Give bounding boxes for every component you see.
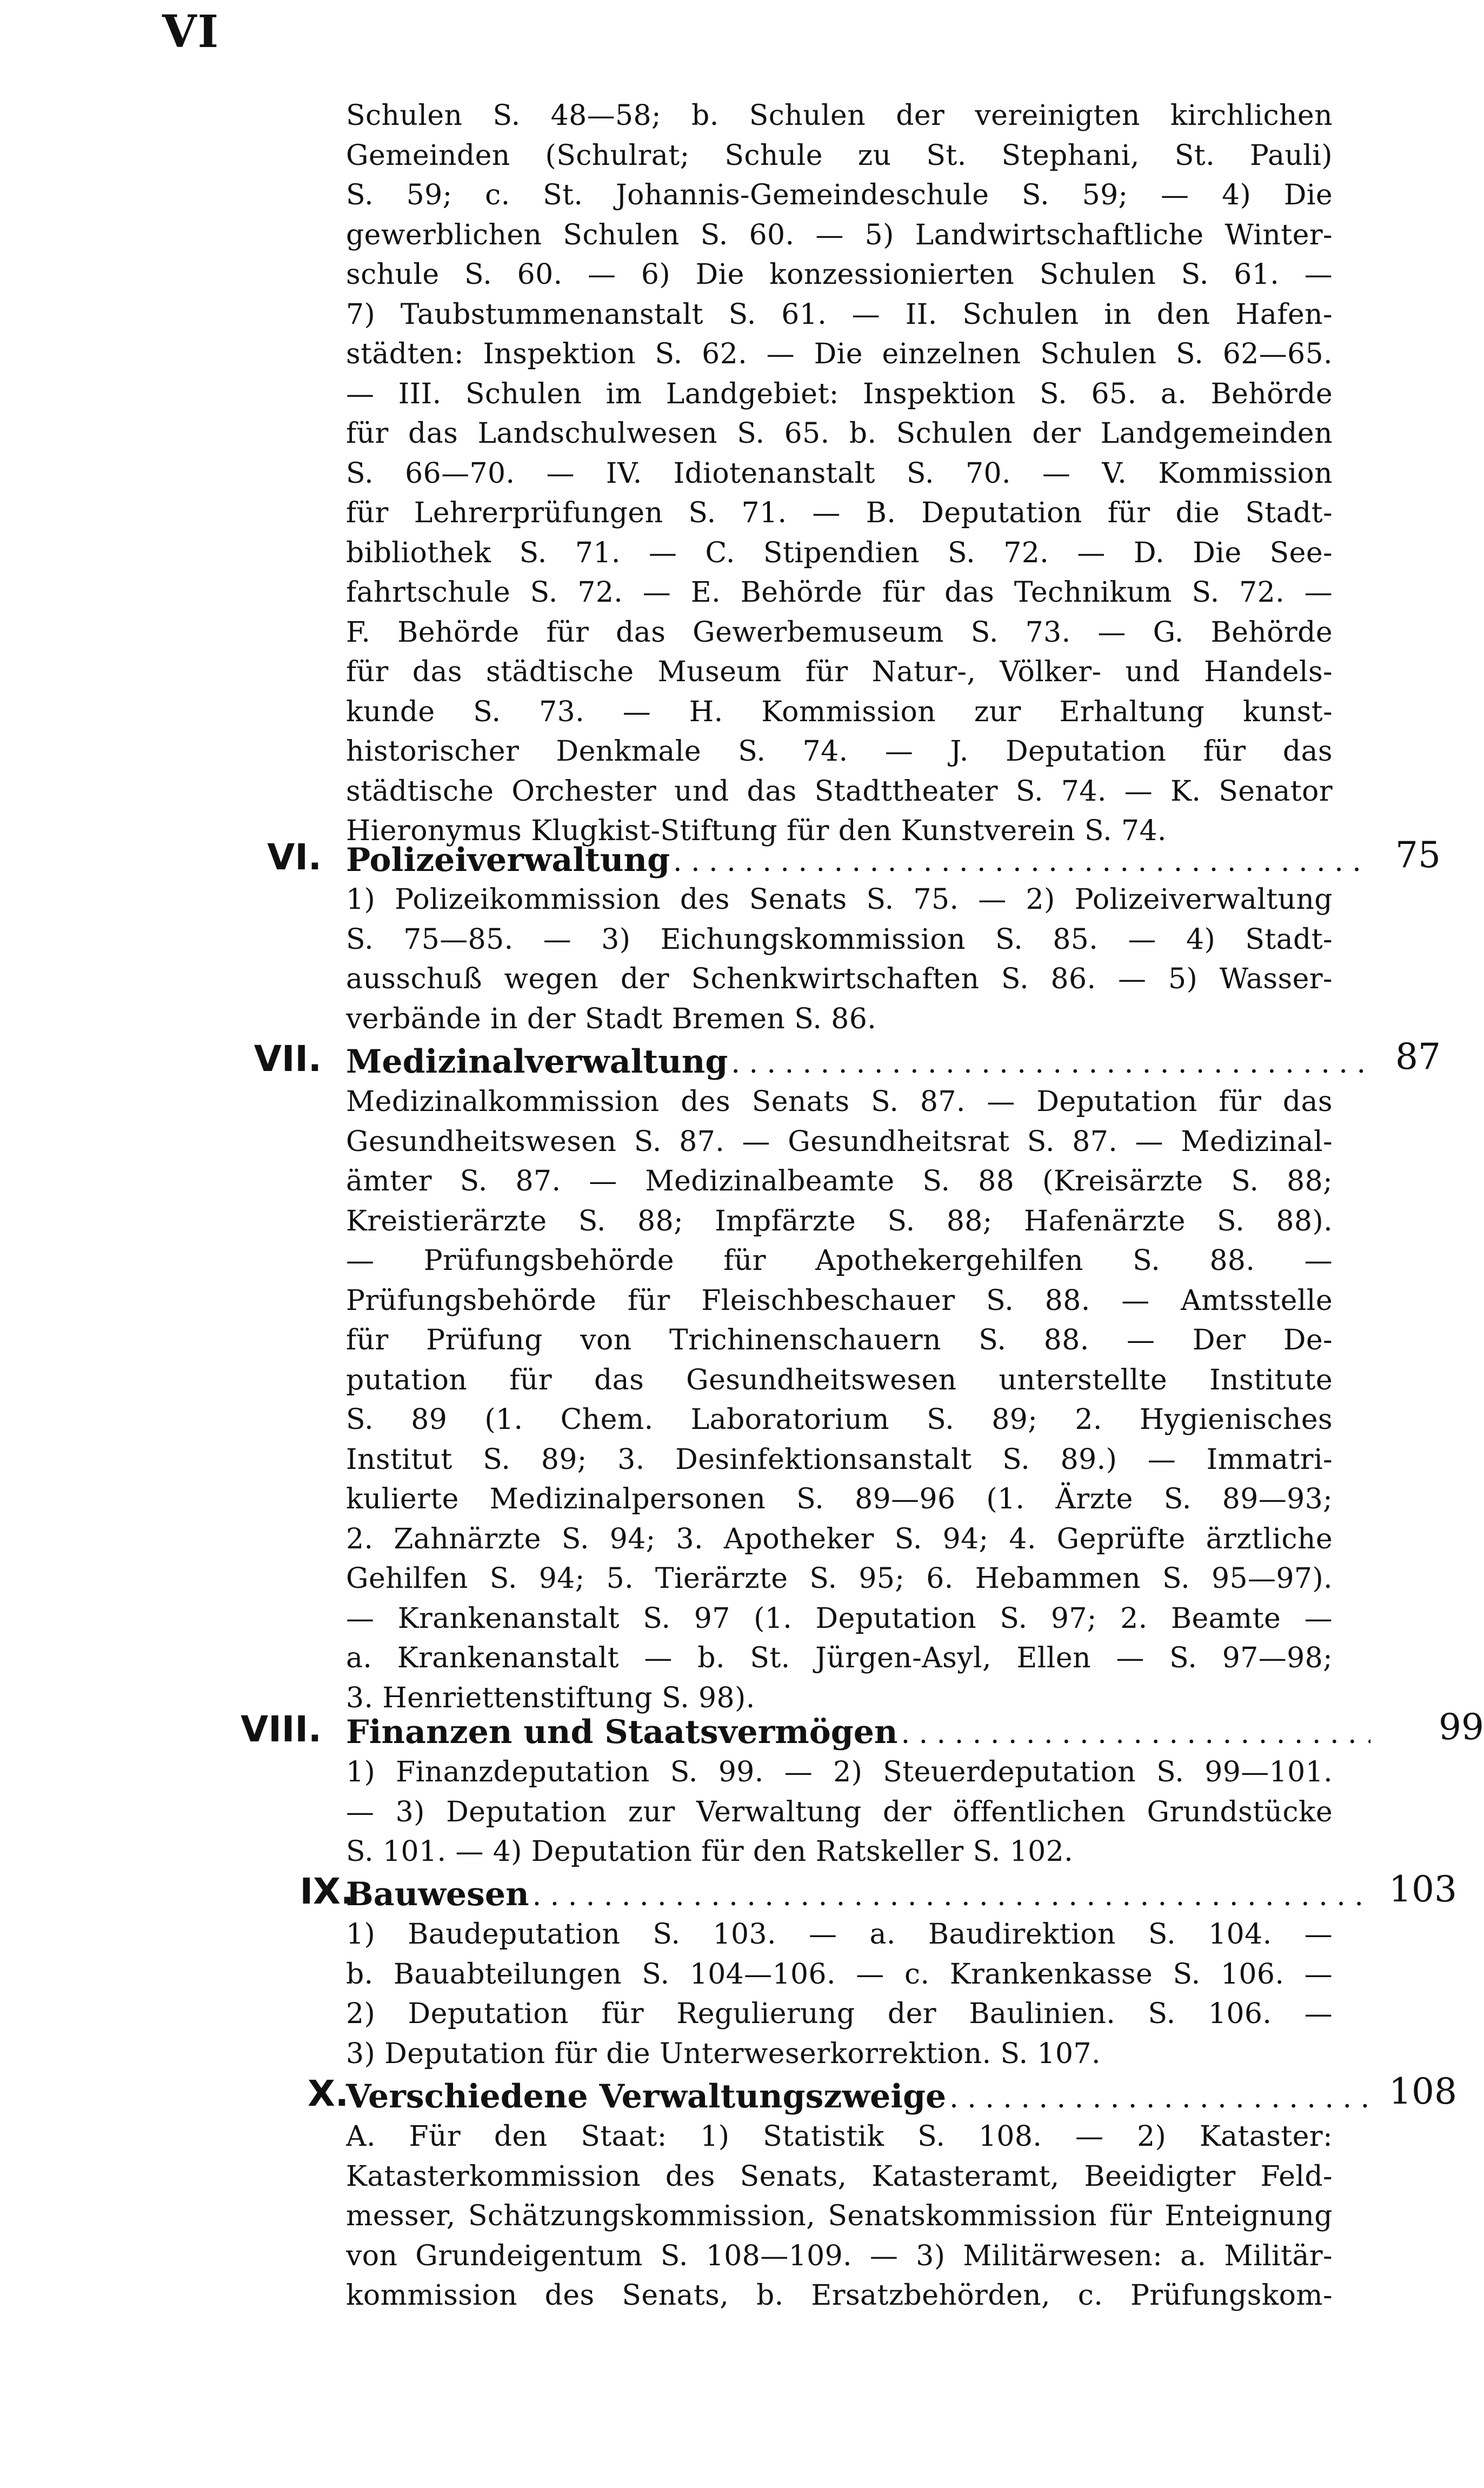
leader-dots — [529, 1882, 1370, 1910]
text-line: 3) Deputation für die Unterweserkorrektion. S. 107. — [346, 2037, 1101, 2070]
text-line: — 3) Deputation zur Verwaltung der öffentlichen Grundstücke — [346, 1795, 1333, 1828]
leader-dots — [898, 1720, 1370, 1748]
section-heading-x — [0, 2066, 1484, 2115]
section-number: IX. — [300, 1871, 354, 1912]
text-line: für Lehrerprüfungen S. 71. — B. Deputation für die Stadt- — [346, 497, 1333, 529]
text-line: historischer Denkmale S. 74. — J. Deputation für das — [346, 735, 1333, 768]
section-title: Verschiedene Verwaltungszweige — [346, 2078, 947, 2116]
text-line: städtische Orchester und das Stadttheater S. 74. — K. Senator — [346, 775, 1333, 808]
text-line: Gehilfen S. 94; 5. Tierärzte S. 95; 6. Hebammen S. 95—97). — [346, 1562, 1333, 1595]
text-line: S. 59; c. St. Johannis-Gemeindeschule S. 59; — 4) Die — [346, 179, 1333, 211]
text-line: von Grundeigentum S. 108—109. — 3) Militärwesen: a. Militär- — [346, 2239, 1333, 2272]
leader-dots — [670, 848, 1370, 876]
text-line: Prüfungsbehörde für Fleischbeschauer S. 88. — Amtsstelle — [346, 1284, 1333, 1317]
text-line: für das Landschulwesen S. 65. b. Schulen der Landgemeinden — [346, 417, 1333, 450]
text-line: a. Krankenanstalt — b. St. Jürgen-Asyl, Ellen — S. 97—98; — [346, 1642, 1333, 1674]
section-heading-vi — [0, 830, 1484, 879]
text-line: ämter S. 87. — Medizinalbeamte S. 88 (Kreisärzte S. 88; — [346, 1165, 1333, 1198]
text-line: für das städtische Museum für Natur-, Völker- und Handels- — [346, 656, 1333, 688]
leader-dots — [728, 1049, 1370, 1077]
text-line: S. 66—70. — IV. Idiotenanstalt S. 70. — V. Kommission — [346, 457, 1333, 490]
text-line: S. 101. — 4) Deputation für den Ratskeller S. 102. — [346, 1835, 1074, 1868]
text-line: fahrtschule S. 72. — E. Behörde für das Technikum S. 72. — — [346, 576, 1333, 609]
section-number: VI. — [267, 836, 322, 878]
section-title: Polizeiverwaltung — [346, 841, 670, 879]
text-line: Kreistierärzte S. 88; Impfärzte S. 88; Hafenärzte S. 88). — [346, 1205, 1333, 1238]
text-line: Gesundheitswesen S. 87. — Gesundheitsrat S. 87. — Medizinal- — [346, 1125, 1333, 1158]
section-heading-ix — [0, 1864, 1484, 1913]
intro-text — [346, 96, 1333, 851]
text-line: kunde S. 73. — H. Kommission zur Erhaltung kunst- — [346, 695, 1333, 728]
text-line: Katasterkommission des Senats, Katasteramt, Beeidigter Feld- — [346, 2160, 1333, 2193]
section-page: 108 — [1389, 2071, 1457, 2112]
section-number: VIII. — [241, 1708, 322, 1750]
text-line: — Prüfungsbehörde für Apothekergehilfen S. 88. — — [346, 1245, 1333, 1277]
text-line: Gemeinden (Schulrat; Schule zu St. Stephani, St. Pauli) — [346, 139, 1333, 172]
text-line: bibliothek S. 71. — C. Stipendien S. 72. — D. Die See- — [346, 536, 1333, 569]
text-line: Hieronymus Klugkist-Stiftung für den Kunstverein S. 74. — [346, 815, 1167, 847]
text-line: 3. Henriettenstiftung S. 98). — [346, 1681, 755, 1714]
leader-dots — [946, 2084, 1370, 2112]
text-line: Schulen S. 48—58; b. Schulen der vereinigten kirchlichen — [346, 99, 1333, 132]
text-line: gewerblichen Schulen S. 60. — 5) Landwirtschaftliche Winter- — [346, 218, 1333, 251]
text-line: 1) Baudeputation S. 103. — a. Baudirektion S. 104. — — [346, 1918, 1333, 1951]
text-line: schule S. 60. — 6) Die konzessionierten Schulen S. 61. — — [346, 258, 1333, 291]
text-line: 7) Taubstummenanstalt S. 61. — II. Schulen in den Hafen- — [346, 298, 1333, 331]
text-line: 1) Finanzdeputation S. 99. — 2) Steuerdeputation S. 99—101. — [346, 1756, 1333, 1788]
section-heading-viii — [0, 1702, 1484, 1751]
section-title: Bauwesen — [346, 1875, 529, 1913]
section-number: X. — [308, 2073, 349, 2114]
section-number: VII. — [254, 1038, 322, 1080]
text-line: S. 89 (1. Chem. Laboratorium S. 89; 2. Hygienisches — [346, 1403, 1333, 1436]
section-page: 99 — [1439, 1706, 1484, 1748]
text-line: kulierte Medizinalpersonen S. 89—96 (1. Ärzte S. 89—93; — [346, 1483, 1333, 1515]
section-body-x — [346, 2117, 1333, 2316]
text-line: S. 75—85. — 3) Eichungskommission S. 85. — 4) Stadt- — [346, 923, 1333, 956]
section-body-viii — [346, 1753, 1333, 1872]
section-body-vii — [346, 1082, 1333, 1718]
text-line: 2) Deputation für Regulierung der Baulinien. S. 106. — — [346, 1998, 1333, 2030]
text-line: putation für das Gesundheitswesen unterstellte Institute — [346, 1363, 1333, 1396]
section-title: Medizinalverwaltung — [346, 1043, 728, 1081]
section-page: 103 — [1389, 1868, 1457, 1910]
text-line: städten: Inspektion S. 62. — Die einzelnen Schulen S. 62—65. — [346, 338, 1333, 370]
section-heading-vii — [0, 1032, 1484, 1080]
text-line: — III. Schulen im Landgebiet: Inspektion S. 65. a. Behörde — [346, 377, 1333, 410]
section-page: 75 — [1395, 834, 1441, 876]
section-page: 87 — [1395, 1036, 1441, 1077]
text-line: b. Bauabteilungen S. 104—106. — c. Krankenkasse S. 106. — — [346, 1958, 1333, 1991]
text-line: F. Behörde für das Gewerbemuseum S. 73. — G. Behörde — [346, 616, 1333, 649]
section-body-vi — [346, 880, 1333, 1039]
text-line: Medizinalkommission des Senats S. 87. — Deputation für das — [346, 1086, 1333, 1118]
text-line: A. Für den Staat: 1) Statistik S. 108. — 2) Kataster: — [346, 2120, 1333, 2153]
text-line: verbände in der Stadt Bremen S. 86. — [346, 1002, 877, 1035]
section-title: Finanzen und Staatsvermögen — [346, 1713, 898, 1751]
text-line: kommission des Senats, b. Ersatzbehörden, c. Prüfungskom- — [346, 2279, 1333, 2312]
page-number: VI — [162, 6, 219, 58]
section-body-ix — [346, 1915, 1333, 2074]
text-line: — Krankenanstalt S. 97 (1. Deputation S. 97; 2. Beamte — — [346, 1602, 1333, 1635]
text-line: 2. Zahnärzte S. 94; 3. Apotheker S. 94; 4. Geprüfte ärztliche — [346, 1522, 1333, 1555]
text-line: ausschuß wegen der Schenkwirtschaften S. 86. — 5) Wasser- — [346, 963, 1333, 995]
text-line: für Prüfung von Trichinenschauern S. 88. — Der De- — [346, 1324, 1333, 1356]
text-line: 1) Polizeikommission des Senats S. 75. — 2) Polizeiverwaltung — [346, 883, 1333, 916]
text-line: Institut S. 89; 3. Desinfektionsanstalt S. 89.) — Immatri- — [346, 1443, 1333, 1476]
text-line: messer, Schätzungskommission, Senatskommission für Enteignung — [346, 2200, 1333, 2232]
